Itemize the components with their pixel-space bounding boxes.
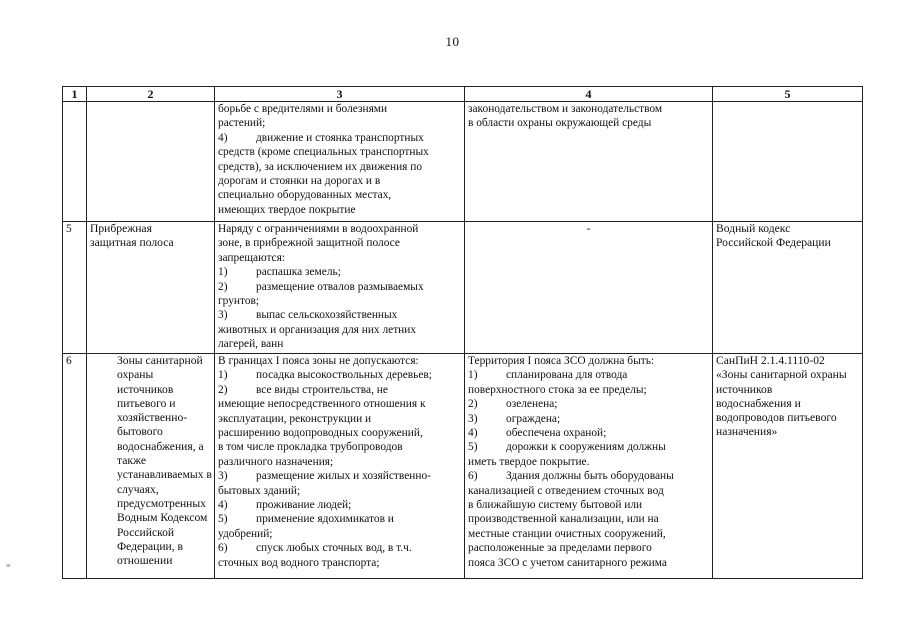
list-number: 1) — [218, 266, 228, 279]
cell-line: Федерации, в — [117, 539, 184, 553]
list-number: 2) — [218, 383, 228, 396]
cell-line: грунтов; — [218, 295, 260, 308]
header-row — [63, 87, 863, 102]
header-col-1: 1 — [63, 87, 87, 102]
cell-line — [218, 265, 461, 279]
cell-line — [468, 426, 709, 440]
list-text: дорожки к сооружениям должны — [506, 441, 666, 454]
list-number: 5) — [468, 441, 478, 454]
cell-line — [468, 412, 709, 426]
legal-basis-cell — [713, 354, 863, 579]
cell-line — [218, 541, 461, 555]
cell-line: местные станции очистных сооружений, — [468, 527, 666, 540]
restrictions-cell — [215, 354, 465, 579]
cell-line — [468, 397, 709, 411]
cell-line — [218, 469, 461, 483]
cell-line: эксплуатации, реконструкции и — [218, 412, 372, 425]
header-col-5: 5 — [713, 87, 863, 102]
list-text: Здания должны быть оборудованы — [506, 470, 674, 483]
cell-line: также — [117, 454, 146, 468]
cell-line: в ближайшую систему бытовой или — [468, 499, 643, 512]
list-number: 3) — [468, 412, 478, 425]
header-col-3: 3 — [215, 87, 465, 102]
cell-line: имеющих твердое покрытие — [218, 203, 356, 216]
cell-line — [218, 498, 461, 512]
cell-line — [218, 383, 461, 397]
cell-line — [468, 368, 709, 382]
cell-line: в области охраны окружающей среды — [468, 117, 652, 130]
list-number: 4) — [218, 131, 228, 144]
legal-basis-cell — [713, 102, 863, 222]
legal-basis-cell — [713, 222, 863, 354]
cell-line: бытового — [117, 425, 163, 439]
cell-line: отношении — [117, 554, 173, 568]
list-text: обеспечена охраной; — [506, 427, 607, 440]
table-row — [63, 222, 863, 354]
row-number — [63, 102, 87, 222]
list-number: 6) — [218, 542, 228, 555]
list-text: применение ядохимикатов и — [256, 513, 394, 526]
list-number: 4) — [468, 427, 478, 440]
cell-line: устанавливаемых в — [117, 468, 212, 482]
cell-line — [218, 131, 461, 145]
cell-line: водоснабжения, а — [117, 439, 204, 453]
cell-line: борьбе с вредителями и болезнями — [218, 103, 388, 115]
cell-line: канализацией с отведением сточных вод — [468, 484, 664, 497]
cell-line: Водный кодекс — [716, 222, 791, 235]
cell-line: водопроводов питьевого — [716, 411, 837, 425]
list-text: посадка высокоствольных деревьев; — [256, 369, 432, 382]
header-col-2: 2 — [87, 87, 215, 102]
requirements-cell — [465, 102, 713, 222]
cell-line: СанПиН 2.1.4.1110-02 — [716, 354, 825, 367]
cell-line: законодательством и законодательством — [468, 103, 663, 115]
cell-line: средств), за исключением их движения по — [218, 160, 423, 173]
cell-line: различного назначения; — [218, 455, 334, 468]
list-number: 4) — [218, 499, 228, 512]
cell-line: сточных вод водного транспорта; — [218, 556, 380, 569]
cell-line: Прибрежная — [90, 222, 152, 235]
zone-name-cell — [87, 102, 215, 222]
requirements-cell — [465, 354, 713, 579]
cell-line — [218, 368, 461, 382]
page-number: 10 — [445, 34, 460, 49]
requirements-cell: - — [465, 222, 713, 354]
cell-line: предусмотренных — [117, 496, 206, 510]
list-text: спуск любых сточных вод, в т.ч. — [256, 542, 412, 555]
header-col-4: 4 — [465, 87, 713, 102]
cell-line: Российской Федерации — [716, 236, 831, 250]
cell-line — [468, 440, 709, 454]
cell-line: хозяйственно- — [117, 411, 188, 425]
cell-line — [468, 469, 709, 483]
list-text: выпас сельскохозяйственных — [256, 309, 398, 322]
row-number: 6 — [63, 354, 87, 579]
cell-line: водоснабжения и — [716, 396, 801, 410]
cell-line: поверхностного стока за ее пределы; — [468, 383, 647, 396]
list-text: озеленена; — [506, 398, 558, 411]
cell-line: запрещаются: — [218, 251, 286, 264]
cell-line: производственной канализации, или на — [468, 513, 659, 526]
restrictions-cell — [215, 102, 465, 222]
regulation-table — [62, 86, 863, 579]
cell-line: питьевого и — [117, 396, 176, 410]
cell-line — [218, 308, 461, 322]
zone-name-cell — [87, 354, 215, 579]
row-number: 5 — [63, 222, 87, 354]
cell-line: случаях, — [117, 482, 159, 496]
table-row — [63, 102, 863, 222]
cell-line: дорогам и стоянки на дорогах и в — [218, 175, 381, 188]
list-text: все виды строительства, не — [256, 383, 388, 396]
cell-line: Территория I пояса ЗСО должна быть: — [468, 355, 655, 367]
cell-line: В границах I пояса зоны не допускаются: — [218, 355, 419, 367]
cell-line: Зоны санитарной — [117, 354, 203, 367]
list-text: распашка земель; — [256, 266, 341, 279]
list-text: ограждена; — [506, 412, 561, 425]
cell-line: назначения» — [716, 425, 778, 439]
cell-line — [218, 512, 461, 526]
list-number: 2) — [468, 398, 478, 411]
cell-line: источников — [716, 382, 773, 396]
zone-name-cell — [87, 222, 215, 354]
table-row — [63, 354, 863, 579]
list-text: спланирована для отвода — [506, 369, 628, 382]
cell-line: пояса ЗСО с учетом санитарного режима — [468, 556, 667, 569]
cell-line: удобрений; — [218, 527, 273, 540]
cell-line: «Зоны санитарной охраны — [716, 368, 847, 382]
list-number: 1) — [468, 369, 478, 382]
margin-mark: ≡ — [6, 561, 11, 570]
cell-line: имеющие непосредственного отношения к — [218, 398, 426, 411]
list-text: размещение жилых и хозяйственно- — [256, 470, 431, 483]
cell-line: Наряду с ограничениями в водоохранной — [218, 223, 419, 235]
list-text: движение и стоянка транспортных — [256, 131, 424, 144]
cell-line: Российской — [117, 525, 175, 539]
cell-line: Водным Кодексом — [117, 511, 208, 525]
cell-line: животных и организация для них летних — [218, 323, 417, 336]
list-text: проживание людей; — [256, 499, 352, 512]
cell-line: источников — [117, 382, 174, 396]
cell-line: защитная полоса — [90, 236, 174, 250]
cell-line: бытовых зданий; — [218, 484, 301, 497]
cell-line: охраны — [117, 368, 154, 382]
list-number: 3) — [218, 470, 228, 483]
restrictions-cell — [215, 222, 465, 354]
cell-line: в том числе прокладка трубопроводов — [218, 441, 403, 454]
cell-line: зоне, в прибрежной защитной полосе — [218, 237, 400, 250]
cell-line: лагерей, ванн — [218, 338, 284, 351]
cell-line: расположенные за пределами первого — [468, 542, 652, 555]
list-number: 2) — [218, 280, 228, 293]
cell-line: расширению водопроводных сооружений, — [218, 427, 423, 440]
cell-line: специально оборудованных местах, — [218, 189, 392, 202]
cell-line: средств (кроме специальных транспортных — [218, 146, 429, 159]
list-number: 1) — [218, 369, 228, 382]
cell-line — [218, 280, 461, 294]
list-number: 5) — [218, 513, 228, 526]
cell-line: растений; — [218, 117, 266, 130]
list-number: 6) — [468, 470, 478, 483]
list-number: 3) — [218, 309, 228, 322]
list-text: размещение отвалов размываемых — [256, 280, 424, 293]
cell-line: иметь твердое покрытие. — [468, 455, 590, 468]
